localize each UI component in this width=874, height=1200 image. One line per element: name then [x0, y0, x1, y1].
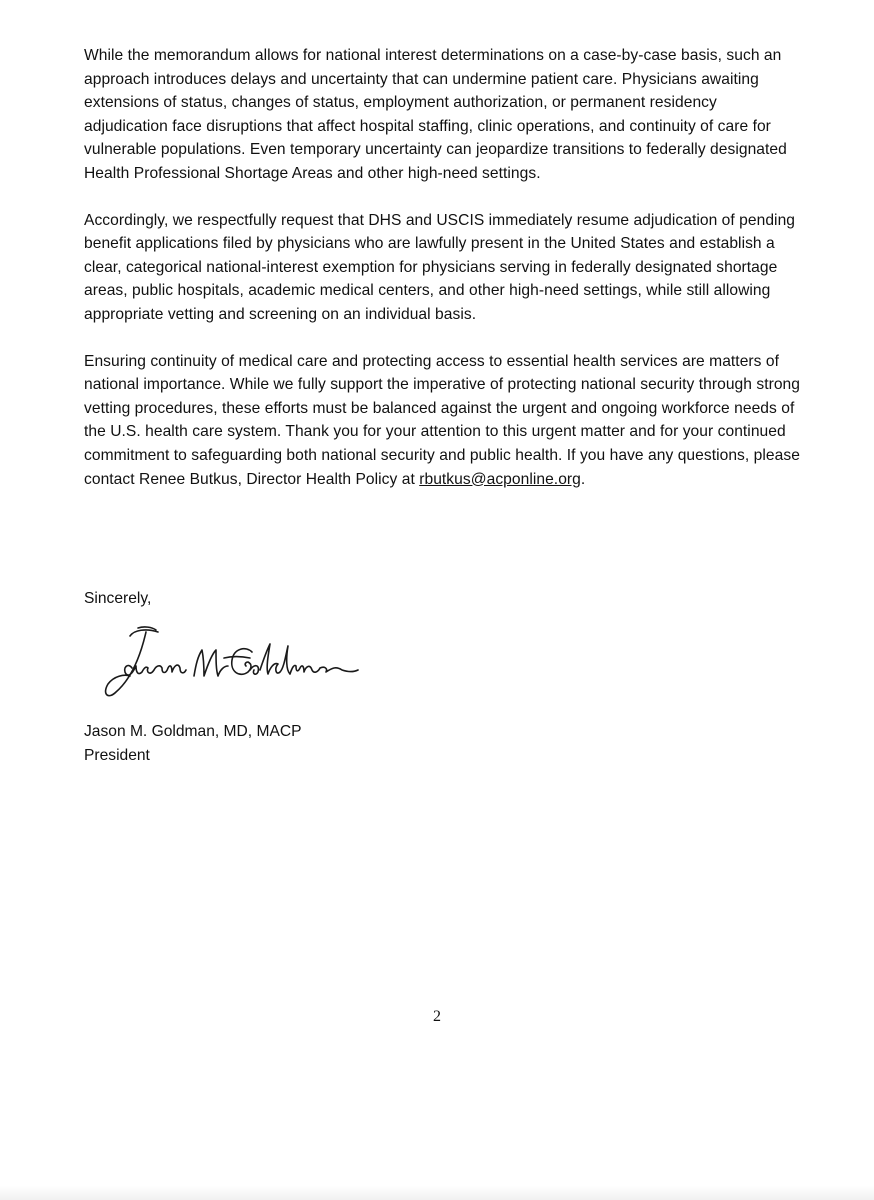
closing-salutation: Sincerely, — [84, 590, 152, 607]
signer-block — [84, 720, 302, 767]
letter-body — [84, 44, 804, 514]
paragraph-conclusion-end: . — [580, 470, 586, 488]
paragraph-conclusion-text: Ensuring continuity of medical care and protecting access to essential health services are matters of national importance. While we fully support the imperative of protecting national security through strong vetting procedures, these efforts must be balanced against the urgent and ongoing workforce needs of the U.S. health care system. Thank you for your attention to this urgent matter and for your continued commitment to safeguarding both national security and public health. If you have any questions, please contact Renee Butkus, Director Health Policy at — [84, 352, 801, 488]
paragraph-national-interest: While the memorandum allows for national interest determinations on a case-by-case basis, such an approach introduces delays and uncertainty that can undermine patient care. Physicians awaiting extensions of status, changes of status, employment authorization, or permanent residency adjudication face disruptions that affect hospital staffing, clinic operations, and continuity of care for vulnerable populations. Even temporary uncertainty can jeopardize transitions to federally designated Health Professional Shortage Areas and other high-need settings. — [84, 47, 787, 182]
contact-email-link[interactable]: rbutkus@acponline.org — [419, 470, 581, 488]
page-number: 2 — [433, 1008, 441, 1025]
page-bottom-edge — [0, 1186, 874, 1200]
paragraph-conclusion — [84, 350, 804, 492]
paragraph-request: Accordingly, we respectfully request that DHS and USCIS immediately resume adjudication of pending benefit applications filed by physicians who are lawfully present in the United States and establish a clear, categorical national-interest exemption for physicians serving in federally designated shortage areas, public hospitals, academic medical centers, and other high-need settings, while still allowing appropriate vetting and screening on an individual basis. — [84, 211, 796, 323]
signer-title: President — [84, 746, 150, 764]
signer-name: Jason M. Goldman, MD, MACP — [84, 723, 302, 740]
handwritten-signature — [100, 618, 360, 718]
